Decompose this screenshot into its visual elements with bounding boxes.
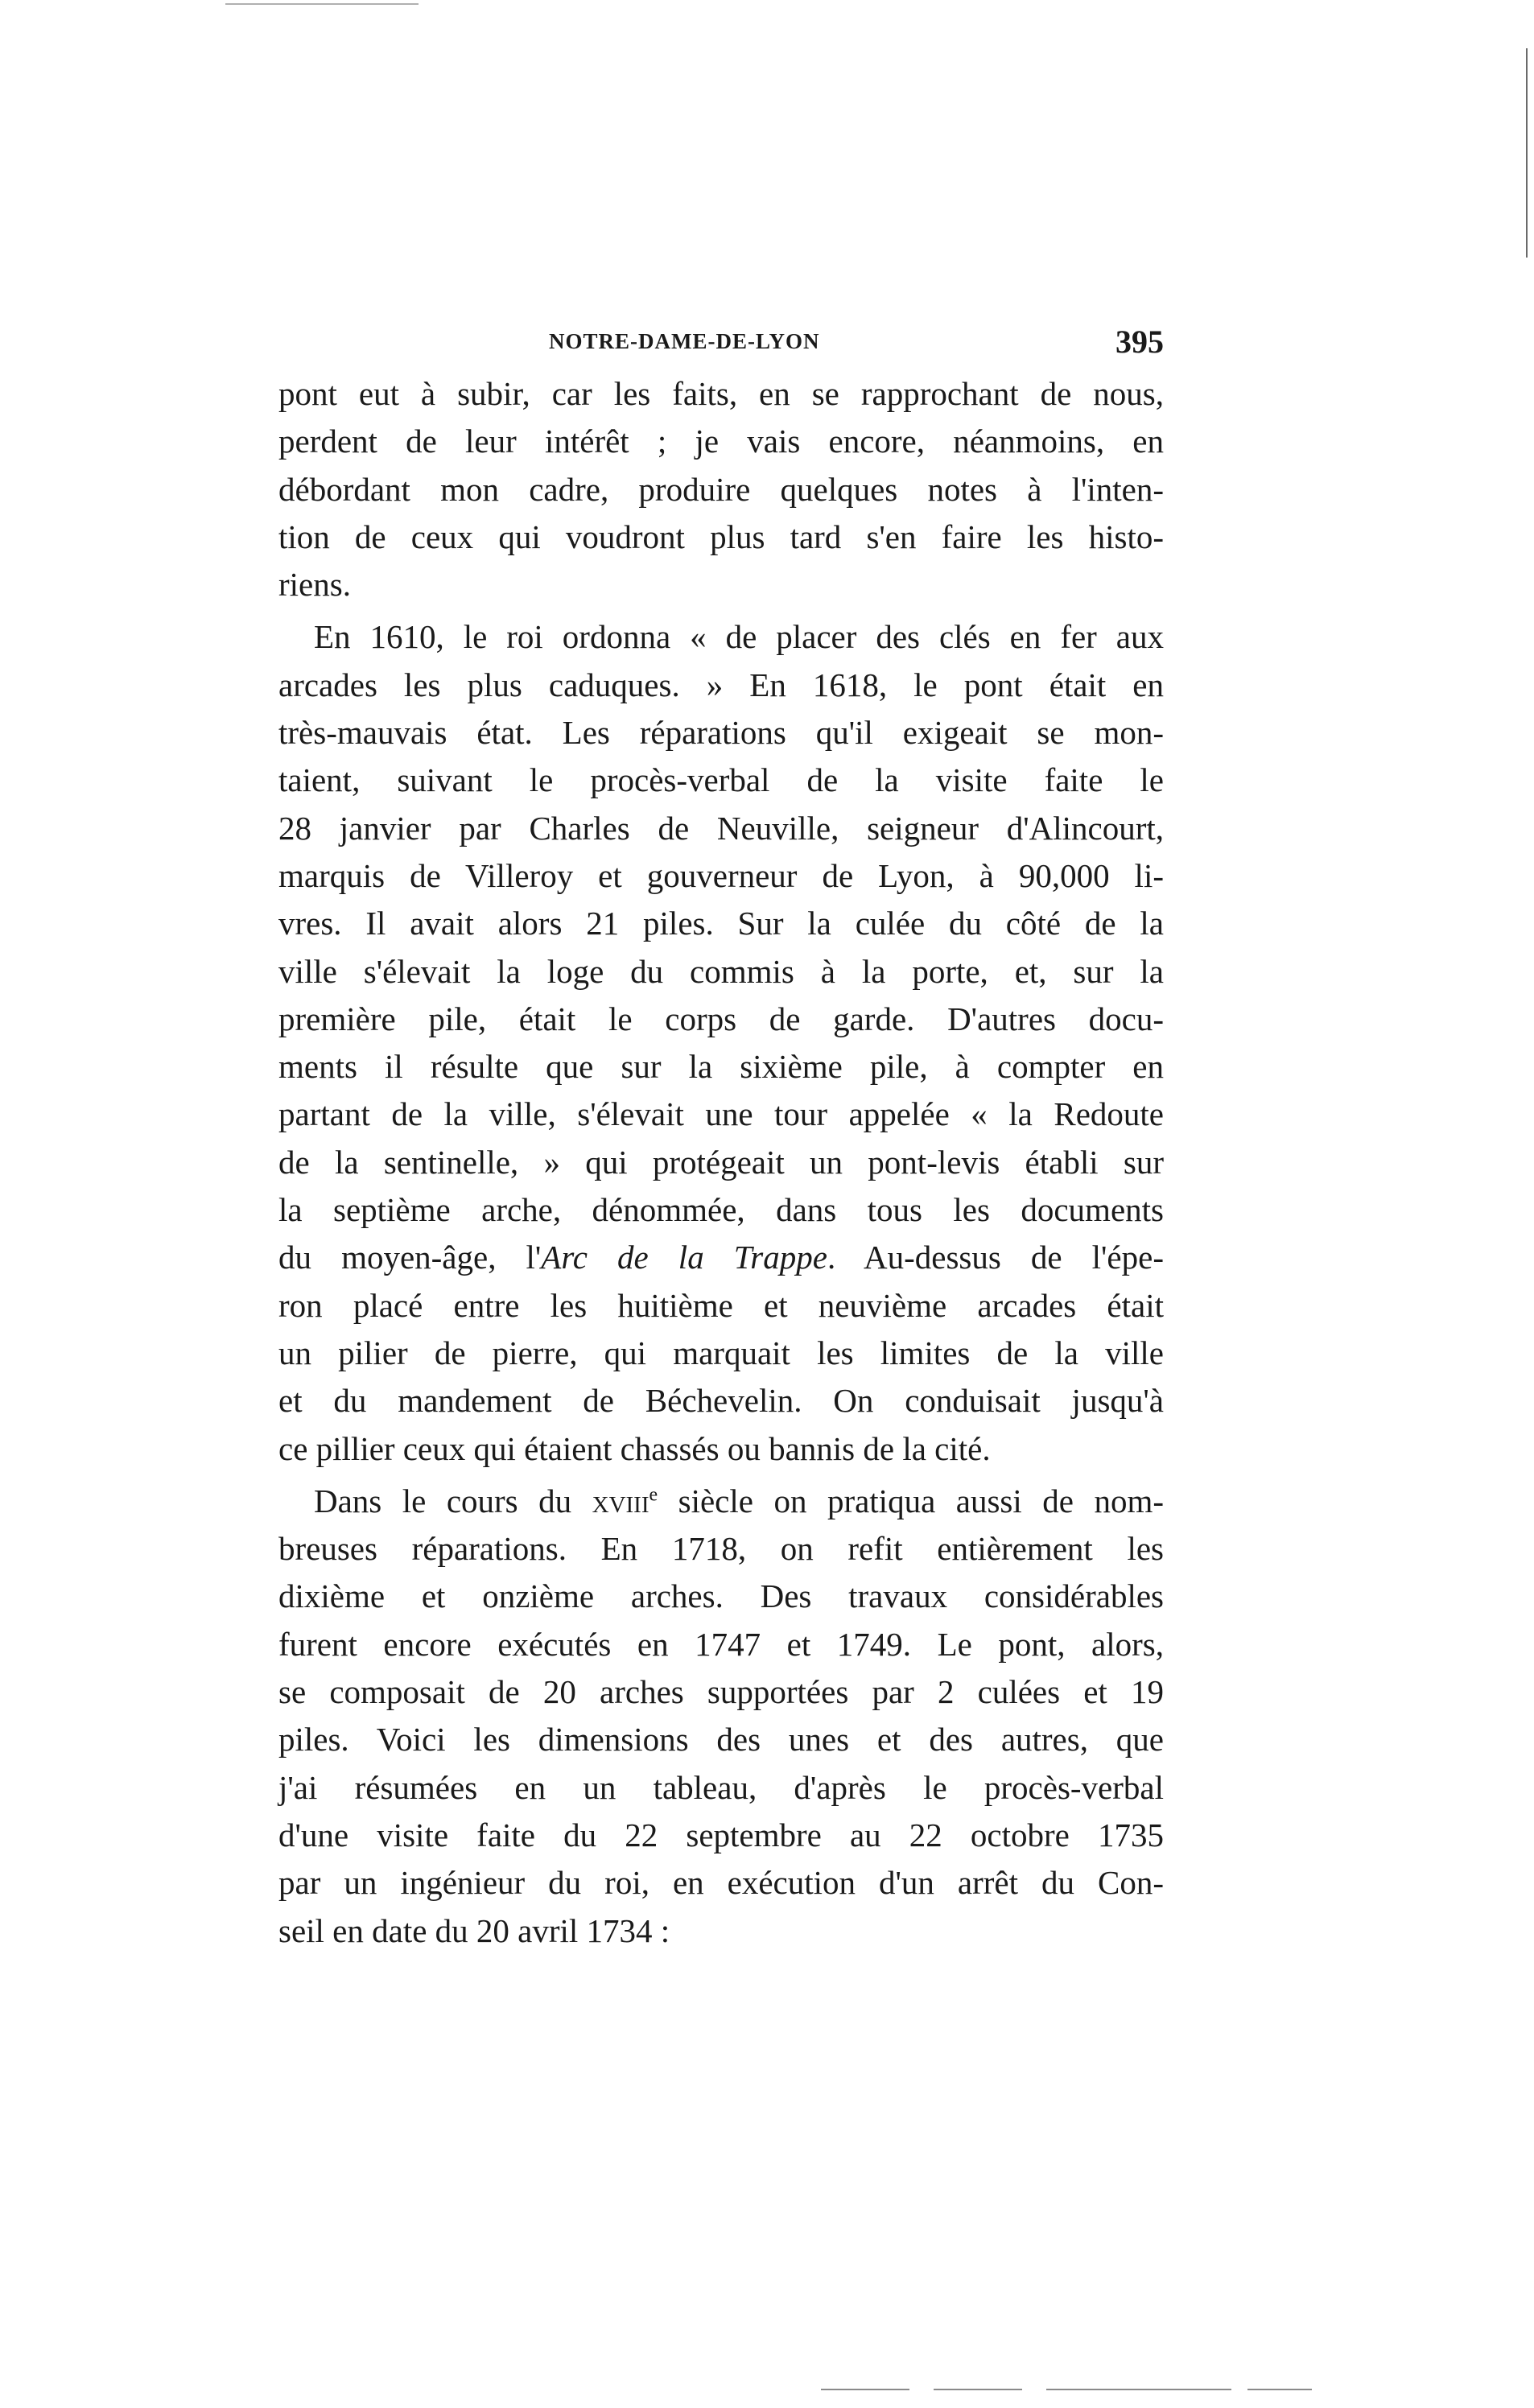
scan-bottom-rule (934, 2389, 1022, 2390)
text-line: vres. Il avait alors 21 piles. Sur la culée du côté de la (278, 905, 1164, 942)
text-line: très-mauvais état. Les réparations qu'il exigeait se mon- (278, 714, 1164, 752)
text-line-with-italic (278, 1234, 1164, 1281)
text-line: En 1610, le roi ordonna « de placer des clés en fer aux (314, 618, 1164, 656)
text-line: ce pillier ceux qui étaient chassés ou bannis de la cité. (278, 1429, 991, 1467)
text-line: un pilier de pierre, qui marquait les limites de la ville (278, 1334, 1164, 1371)
scan-edge-mark-top-left (225, 3, 419, 5)
text-line: ron placé entre les huitième et neuvième arcades était (278, 1286, 1164, 1324)
text-line: breuses réparations. En 1718, on refit entièrement les (278, 1530, 1164, 1568)
century-numeral: xviii (592, 1482, 649, 1519)
text-line: furent encore exécutés en 1747 et 1749. Le pont, alors, (278, 1625, 1164, 1663)
body-text (278, 370, 1164, 1955)
scan-bottom-rule (1247, 2389, 1312, 2390)
text-line: pont eut à subir, car les faits, en se rapprochant de nous, (278, 375, 1164, 412)
text-line: taient, suivant le procès-verbal de la visite faite le (278, 761, 1164, 799)
scan-bottom-rule (821, 2389, 909, 2390)
text-line: ments il résulte que sur la sixième pile, à compter en (278, 1048, 1164, 1086)
page-number: 395 (1115, 324, 1164, 360)
text-line: riens. (278, 566, 351, 604)
text-run: du moyen-âge, l' (278, 1239, 542, 1276)
scan-bottom-rule (1046, 2389, 1231, 2390)
scan-edge-mark-top-right (1526, 48, 1528, 258)
running-head (278, 318, 1164, 366)
text-line: piles. Voici les dimensions des unes et des autres, que (278, 1721, 1164, 1759)
text-run: siècle on pratiqua aussi de nom- (658, 1482, 1164, 1519)
text-line: j'ai résumées en un tableau, d'après le procès-verbal (278, 1768, 1164, 1806)
text-line: arcades les plus caduques. » En 1618, le pont était en (278, 666, 1164, 703)
text-line: par un ingénieur du roi, en exécution d'un arrêt du Con- (278, 1864, 1164, 1902)
text-line: marquis de Villeroy et gouverneur de Lyon, à 90,000 li- (278, 856, 1164, 894)
text-run: Dans le cours du (314, 1482, 592, 1519)
text-line: d'une visite faite du 22 septembre au 22 octobre 1735 (278, 1816, 1164, 1853)
italic-title: Arc de la Trappe (541, 1239, 827, 1276)
text-line: débordant mon cadre, produire quelques notes à l'inten- (278, 470, 1164, 508)
text-line: 28 janvier par Charles de Neuville, seigneur d'Alincourt, (278, 809, 1164, 847)
running-title: NOTRE-DAME-DE-LYON (549, 329, 820, 353)
text-run: . Au-dessus de l'épe- (827, 1239, 1164, 1276)
text-line: dixième et onzième arches. Des travaux considérables (278, 1577, 1164, 1615)
text-line-with-century (278, 1478, 1164, 1525)
text-line: se composait de 20 arches supportées par 2 culées et 19 (278, 1673, 1164, 1711)
text-line: de la sentinelle, » qui protégeait un pont-levis établi sur (278, 1143, 1164, 1181)
text-line: seil en date du 20 avril 1734 : (278, 1911, 670, 1949)
text-line: la septième arche, dénommée, dans tous les documents (278, 1191, 1164, 1229)
text-line: tion de ceux qui voudront plus tard s'en faire les histo- (278, 517, 1164, 555)
text-line: ville s'élevait la loge du commis à la porte, et, sur la (278, 952, 1164, 990)
text-line: première pile, était le corps de garde. D'autres docu- (278, 1000, 1164, 1037)
text-line: perdent de leur intérêt ; je vais encore, néanmoins, en (278, 423, 1164, 460)
century-superscript: e (649, 1484, 658, 1506)
text-line: partant de la ville, s'élevait une tour appelée « la Redoute (278, 1095, 1164, 1133)
text-line: et du mandement de Béchevelin. On conduisait jusqu'à (278, 1382, 1164, 1420)
